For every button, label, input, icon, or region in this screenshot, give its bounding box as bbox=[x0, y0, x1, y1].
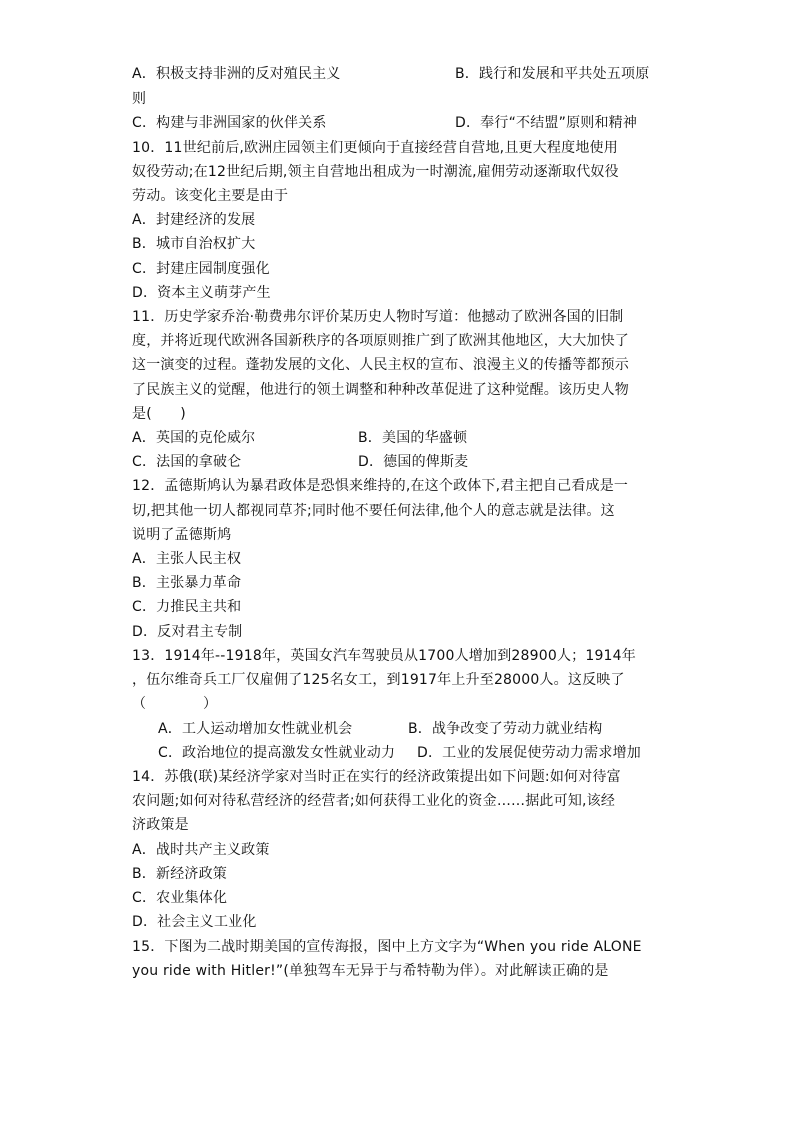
q11-stem-line: 度，并将近现代欧洲各国新秩序的各项原则推广到了欧洲其他地区，大大加快了 bbox=[132, 333, 629, 349]
q11-option-c: C．法国的拿破仑 bbox=[132, 454, 242, 470]
q11-stem-line: 了民族主义的觉醒，他进行的领土调整和种种改革促进了这种觉醒。该历史人物 bbox=[132, 382, 629, 398]
q13-stem-line: ，伍尔维奇兵工厂仅雇佣了125名女工，到1917年上升至28000人。这反映了 bbox=[132, 672, 625, 688]
q9-option-c: C．构建与非洲国家的伙伴关系 bbox=[132, 115, 327, 131]
q12-stem-line: 12．孟德斯鸠认为暴君政体是恐惧来维持的,在这个政体下,君主把自己看成是一 bbox=[132, 478, 629, 494]
q12-option-a: A．主张人民主权 bbox=[132, 551, 242, 567]
q10-option-a: A．封建经济的发展 bbox=[132, 212, 256, 228]
q15-stem-line: you ride with Hitler!”(单独驾车无异于与希特勒为伴）。对此解读正确的是 bbox=[132, 963, 609, 979]
q11-stem-line: 是( ) bbox=[132, 406, 186, 422]
q12-stem-line: 说明了孟德斯鸠 bbox=[132, 527, 232, 543]
q12-option-c: C．力推民主共和 bbox=[132, 599, 242, 615]
q15-stem-line: 15．下图为二战时期美国的宣传海报，图中上方文字为“When you ride ALONE bbox=[132, 939, 642, 955]
q11-option-a: A．英国的克伦威尔 bbox=[132, 430, 256, 446]
q9-option-b-continued: 则 bbox=[132, 91, 147, 107]
q13-option-c: C．政治地位的提高激发女性就业动力 bbox=[158, 745, 396, 761]
q12-option-b: B．主张暴力革命 bbox=[132, 575, 242, 591]
q11-option-d: D．德国的俾斯麦 bbox=[358, 454, 469, 470]
q13-stem-line: （ ） bbox=[132, 696, 218, 712]
q10-option-d: D．资本主义萌芽产生 bbox=[132, 285, 271, 301]
q9-option-a: A．积极支持非洲的反对殖民主义 bbox=[132, 66, 341, 82]
q14-option-a: A．战时共产主义政策 bbox=[132, 842, 270, 858]
q10-stem-line: 10．11世纪前后,欧洲庄园领主们更倾向于直接经营自营地,且更大程度地使用 bbox=[132, 140, 618, 156]
q14-option-b: B．新经济政策 bbox=[132, 866, 228, 882]
q12-stem-line: 切,把其他一切人都视同草芥;同时他不要任何法律,他个人的意志就是法律。这 bbox=[132, 503, 615, 519]
q11-option-b: B．美国的华盛顿 bbox=[358, 430, 468, 446]
q14-option-c: C．农业集体化 bbox=[132, 890, 228, 906]
q12-option-d: D．反对君主专制 bbox=[132, 624, 243, 640]
q13-stem-line: 13．1914年--1918年，英国女汽车驾驶员从1700人增加到28900人；1914年 bbox=[132, 648, 636, 664]
q9-option-d: D．奉行“不结盟”原则和精神 bbox=[455, 115, 638, 131]
q13-option-a: A．工人运动增加女性就业机会 bbox=[158, 721, 353, 737]
q14-stem-line: 14．苏俄(联)某经济学家对当时正在实行的经济政策提出如下问题:如何对待富 bbox=[132, 769, 621, 785]
q10-stem-line: 奴役劳动;在12世纪后期,领主自营地出租成为一时潮流,雇佣劳动逐渐取代奴役 bbox=[132, 164, 619, 180]
q14-stem-line: 济政策是 bbox=[132, 817, 189, 833]
q13-option-d: D．工业的发展促使劳动力需求增加 bbox=[417, 745, 641, 761]
q11-stem-line: 这一演变的过程。蓬勃发展的文化、人民主权的宣布、浪漫主义的传播等都预示 bbox=[132, 357, 629, 373]
q10-option-c: C．封建庄园制度强化 bbox=[132, 261, 270, 277]
q14-option-d: D．社会主义工业化 bbox=[132, 914, 257, 930]
q10-option-b: B．城市自治权扩大 bbox=[132, 236, 256, 252]
q10-stem-line: 劳动。该变化主要是由于 bbox=[132, 188, 289, 204]
q9-option-b: B．践行和发展和平共处五项原 bbox=[455, 66, 650, 82]
q13-option-b: B．战争改变了劳动力就业结构 bbox=[408, 721, 603, 737]
q14-stem-line: 农问题;如何对待私营经济的经营者;如何获得工业化的资金……据此可知,该经 bbox=[132, 793, 616, 809]
q11-stem-line: 11．历史学家乔治·勒费弗尔评价某历史人物时写道：他撼动了欧洲各国的旧制 bbox=[132, 309, 624, 325]
